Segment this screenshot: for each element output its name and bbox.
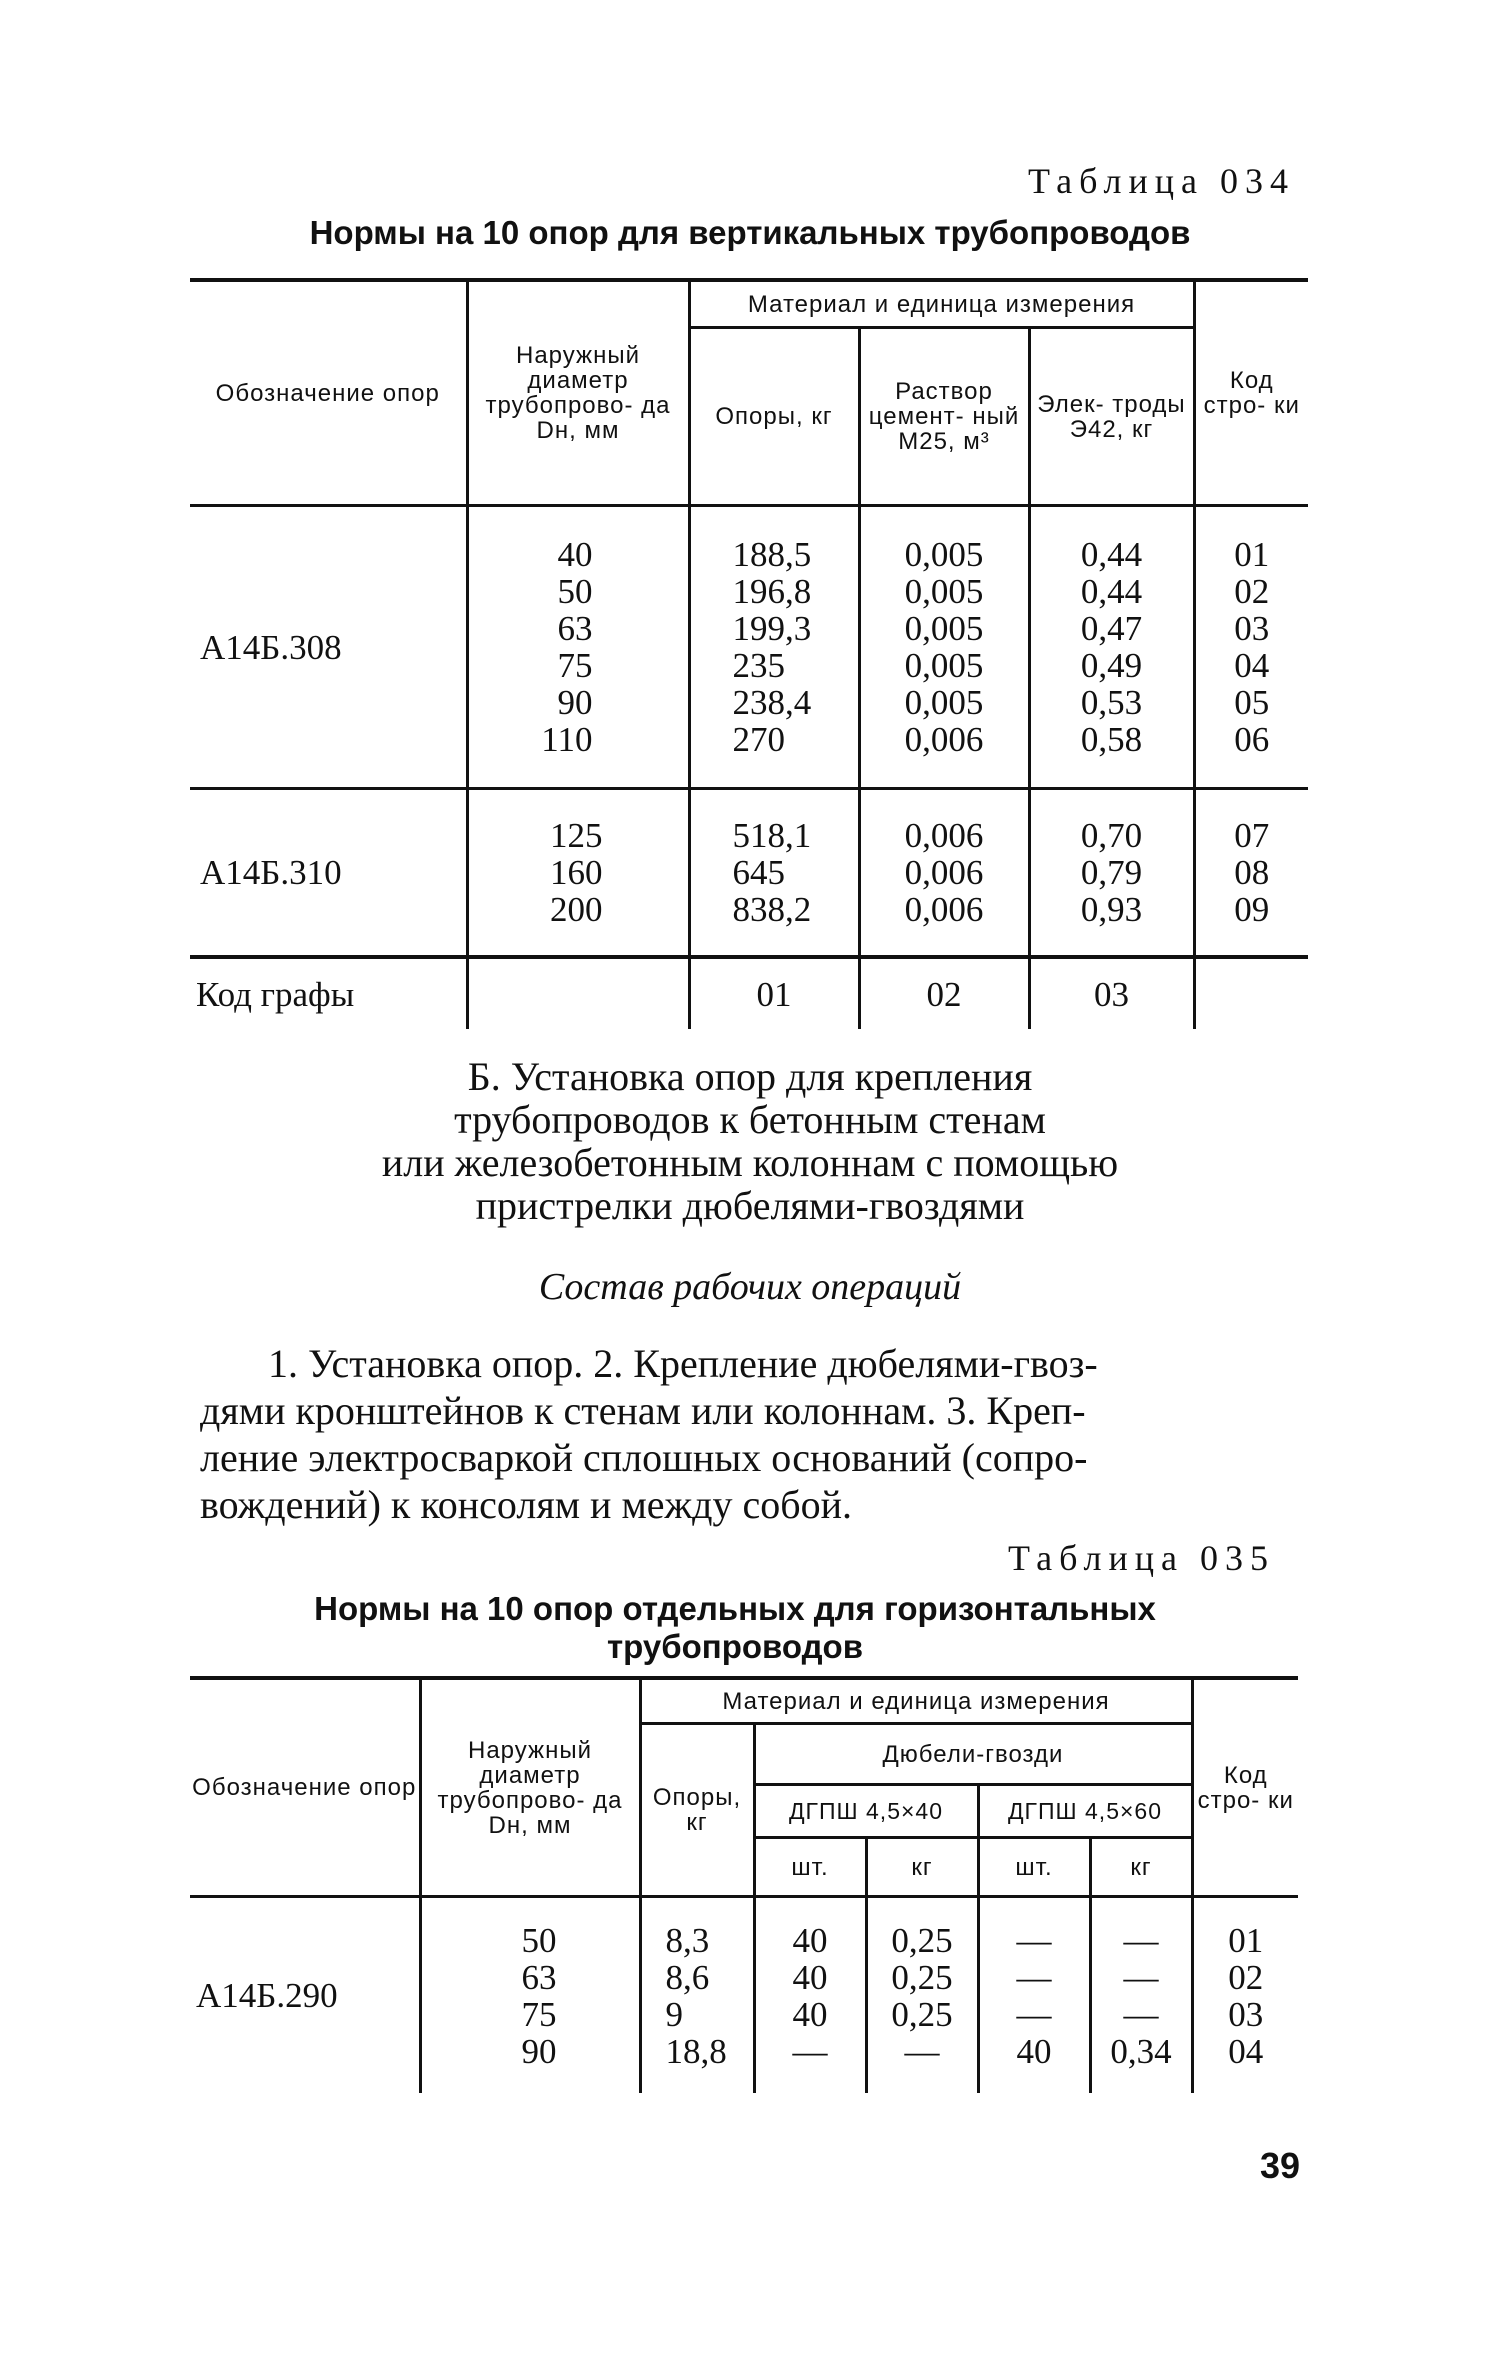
- header-material-group: Материал и единица измерения: [689, 280, 1194, 328]
- header-dgpsh-60: ДГПШ 4,5×60: [978, 1785, 1192, 1838]
- diameter-cell: 40 50 63 75 90 110: [467, 506, 689, 789]
- row-code-cell: 01 02 03 04 05 06: [1194, 506, 1308, 789]
- column-code-label: Код графы: [196, 974, 355, 1014]
- header-diameter: Наружный диаметр трубопрово- да Dн, мм: [467, 280, 689, 506]
- header-dgpsh-40: ДГПШ 4,5×40: [754, 1785, 978, 1838]
- diameter-cell: 125 160 200: [467, 789, 689, 958]
- section-b-subheading: Состав рабочих операций: [538, 1266, 962, 1308]
- section-b-body: 1. Установка опор. 2. Крепление дюбелями-гвоз- дями кронштейнов к стенам или колоннам. 3. Креп- ление электросваркой сплошных оснований (сопро- вождений) к консолям и между собой.: [200, 1341, 1098, 1527]
- column-code-end: [1194, 957, 1308, 1029]
- table-034: [190, 278, 1308, 1029]
- designation-cell: А14Б.310: [190, 789, 467, 958]
- designation-cell: А14Б.290: [196, 1976, 338, 2015]
- header-pcs: шт.: [754, 1838, 866, 1897]
- row-code-cell: 01 02 03 04: [1192, 1897, 1298, 2094]
- table-035-label: Таблица 035: [1008, 1538, 1275, 1578]
- header-supports: Опоры, кг: [640, 1724, 754, 1897]
- dgpsh-60-pcs-cell: — — — 40: [978, 1897, 1090, 2094]
- supports-cell: 188,5 196,8 199,3 235 238,4 270: [689, 506, 859, 789]
- mortar-cell: 0,005 0,005 0,005 0,005 0,005 0,006: [859, 506, 1029, 789]
- dgpsh-40-pcs-cell: 40 40 40 —: [754, 1897, 866, 2094]
- supports-cell: 518,1 645 838,2: [689, 789, 859, 958]
- header-row-code: Код стро- ки: [1194, 280, 1308, 506]
- dgpsh-40-kg-cell: 0,25 0,25 0,25 —: [866, 1897, 978, 2094]
- header-mortar: Раствор цемент- ный М25, м³: [859, 328, 1029, 506]
- header-kg: кг: [866, 1838, 978, 1897]
- mortar-cell: 0,006 0,006 0,006: [859, 789, 1029, 958]
- table-035: [190, 1676, 1298, 2093]
- header-material-group: Материал и единица измерения: [640, 1678, 1192, 1724]
- table-035-title: Нормы на 10 опор отдельных для горизонтальных трубопроводов: [314, 1590, 1156, 1665]
- diameter-cell: 50 63 75 90: [420, 1897, 640, 2094]
- header-supports: Опоры, кг: [689, 328, 859, 506]
- table-row: [190, 506, 1308, 789]
- header-diameter: Наружный диаметр трубопрово- да Dн, мм: [420, 1678, 640, 1897]
- section-b-heading: Б. Установка опор для крепления трубопроводов к бетонным стенам или железобетонным колоннам с помощью пристрелки дюбелями-гвоздями: [381, 1054, 1119, 1228]
- header-designation: Обозначение опор: [190, 1678, 420, 1897]
- row-code-cell: 07 08 09: [1194, 789, 1308, 958]
- table-row: [190, 1897, 1298, 2094]
- electrodes-cell: 0,44 0,44 0,47 0,49 0,53 0,58: [1029, 506, 1194, 789]
- header-pcs: шт.: [978, 1838, 1090, 1897]
- page-number: 39: [1259, 2145, 1300, 2186]
- column-code-empty: [467, 957, 689, 1029]
- table-034-label: Таблица 034: [1028, 161, 1295, 201]
- designation-cell: А14Б.308: [190, 506, 467, 789]
- header-electrodes: Элек- троды Э42, кг: [1029, 328, 1194, 506]
- header-dowels: Дюбели-гвозди: [754, 1724, 1192, 1785]
- electrodes-cell: 0,70 0,79 0,93: [1029, 789, 1194, 958]
- dgpsh-60-kg-cell: — — — 0,34: [1090, 1897, 1192, 2094]
- header-kg: кг: [1090, 1838, 1192, 1897]
- column-code-1: 01: [689, 957, 859, 1029]
- supports-cell: 8,3 8,6 9 18,8: [640, 1897, 754, 2094]
- column-code-3: 03: [1029, 957, 1194, 1029]
- column-code-row: [190, 957, 1308, 1029]
- header-designation: Обозначение опор: [190, 280, 467, 506]
- column-code-2: 02: [859, 957, 1029, 1029]
- header-row-code: Код стро- ки: [1192, 1678, 1298, 1897]
- table-row: [190, 789, 1308, 958]
- table-034-title: Нормы на 10 опор для вертикальных трубопроводов: [309, 214, 1191, 251]
